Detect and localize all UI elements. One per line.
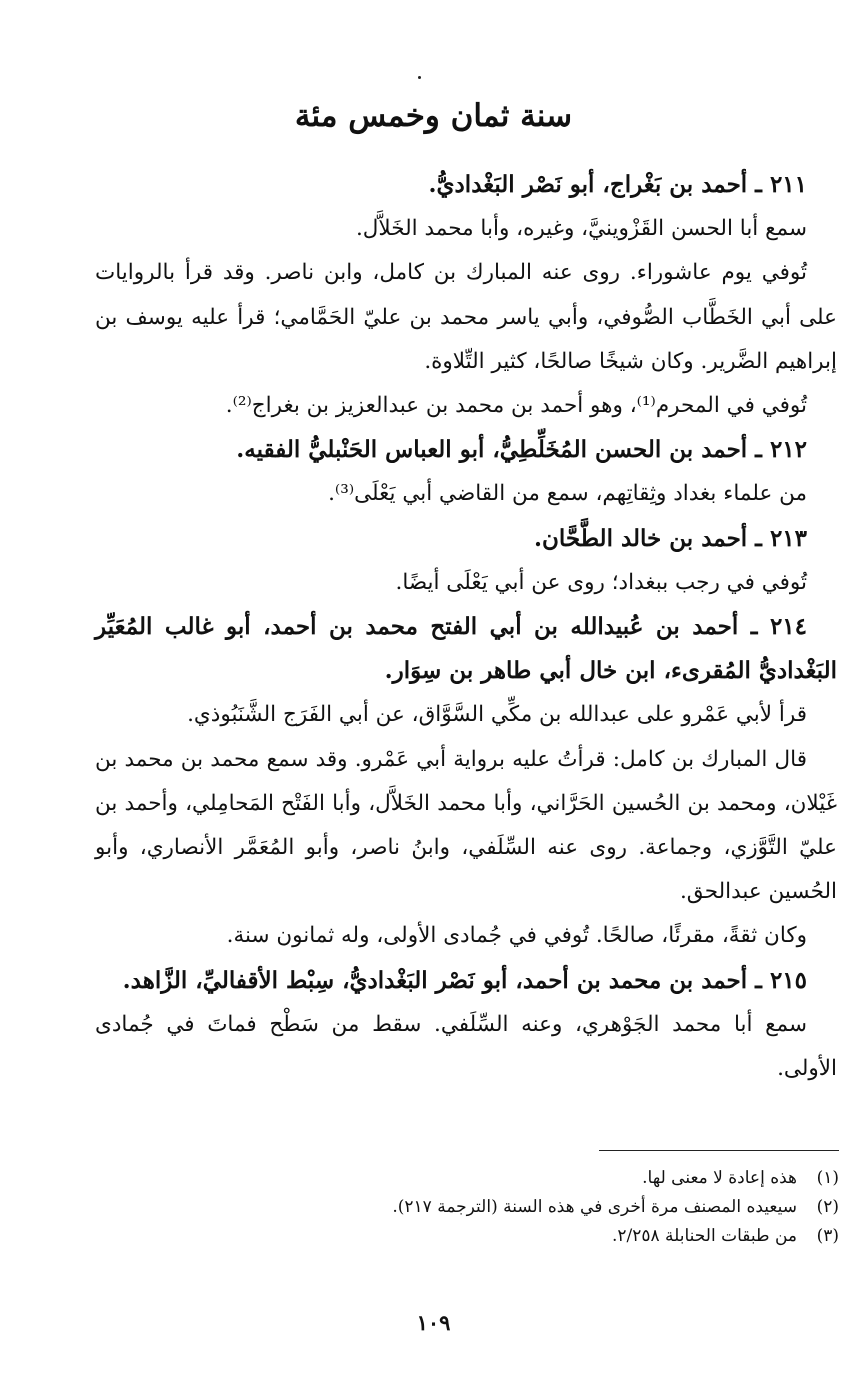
footnote-text: سيعيده المصنف مرة أخرى في هذه السنة (الترجمة ٢١٧). [392, 1197, 797, 1217]
entry-paragraph: تُوفي يوم عاشوراء. روى عنه المبارك بن كامل، وابن ناصر. وقد قرأ بالروايات على أبي الخَطَّاب الصُّوفي، وأبي ياسر محمد بن عليّ الحَمَّامي؛ قرأ عليه يوسف بن إبراهيم الضَّرير. وكان شيخًا صالحًا، كثير التِّلاوة. [95, 260, 837, 374]
entry-heading: ٢١٣ ـ أحمد بن خالد الطَّحَّان. [533, 524, 807, 552]
footnote-text: هذه إعادة لا معنى لها. [642, 1168, 797, 1188]
entry-paragraph: من علماء بغداد وثِقاتِهم، سمع من القاضي أبي يَعْلَى⁽³⁾. [328, 481, 807, 507]
footnote-divider [599, 1150, 839, 1151]
entry-heading: ٢١٥ ـ أحمد بن محمد بن أحمد، أبو نَصْر البَغْداديُّ، سِبْط الأقفاليِّ، الزَّاهد. [122, 966, 807, 994]
entry-paragraph: تُوفي في المحرم⁽¹⁾، وهو أحمد بن محمد بن عبدالعزيز بن بغراج⁽²⁾. [225, 393, 807, 419]
entry-paragraph: سمع أبا محمد الجَوْهري، وعنه السِّلَفي. سقط من سَطْح فماتَ في جُمادى الأولى. [95, 1011, 837, 1082]
entry-paragraph: قال المبارك بن كامل: قرأتُ عليه برواية أبي عَمْرو. وقد سمع محمد بن محمد بن غَيْلان، ومحمد بن الحُسين الحَرَّاني، وأبا محمد الخَلاَّل، وأبا الفَتْح المَحامِلي، وأحمد بن عليّ التَّوَّزي، وجماعة. روى عنه السِّلَفي، وابنُ ناصر، وأبو المُعَمَّر الأنصاري، وأبو الحُسين عبدالحق. [95, 746, 837, 905]
footnotes [139, 1164, 839, 1251]
page-number: ١٠٩ [416, 1310, 451, 1335]
footnote-text: من طبقات الحنابلة ٢/٢٥٨. [611, 1226, 797, 1246]
entry-paragraph: قرأ لأبي عَمْرو على عبدالله بن مكِّي السَّوَّاق، عن أبي الفَرَج الشَّنَبُوذي. [187, 702, 807, 728]
entry-heading: ٢١٢ ـ أحمد بن الحسن المُخَلِّطِيُّ، أبو العباس الحَنْبليُّ الفقيه. [236, 436, 807, 464]
page-title: سنة ثمان وخمس مئة [294, 98, 573, 134]
entry-paragraph: سمع أبا الحسن القَزْوينيَّ، وغيره، وأبا محمد الخَلاَّل. [355, 216, 807, 242]
footnote [139, 1222, 839, 1251]
entry-paragraph: وكان ثقةً، مقرئًا، صالحًا. تُوفي في جُمادى الأولى، وله ثمانون سنة. [226, 923, 807, 949]
main-text [95, 163, 837, 1091]
print-mark [418, 76, 421, 79]
footnote [139, 1193, 839, 1222]
entry-heading: ٢١١ ـ أحمد بن بَغْراج، أبو نَصْر البَغْداديُّ. [428, 171, 807, 198]
entry-heading: ٢١٤ ـ أحمد بن عُبيدالله بن أبي الفتح محمد بن أحمد، أبو غالب المُعَيِّر البَغْداديُّ المُقرىء، ابن خال أبي طاهر بن سِوَار. [95, 613, 837, 685]
footnote-number: (٣) [816, 1226, 839, 1246]
footnote-number: (٢) [816, 1197, 839, 1217]
footnote-number: (١) [816, 1168, 839, 1188]
entry-paragraph: تُوفي في رجب ببغداد؛ روى عن أبي يَعْلَى أيضًا. [395, 569, 807, 595]
footnote [139, 1164, 839, 1193]
